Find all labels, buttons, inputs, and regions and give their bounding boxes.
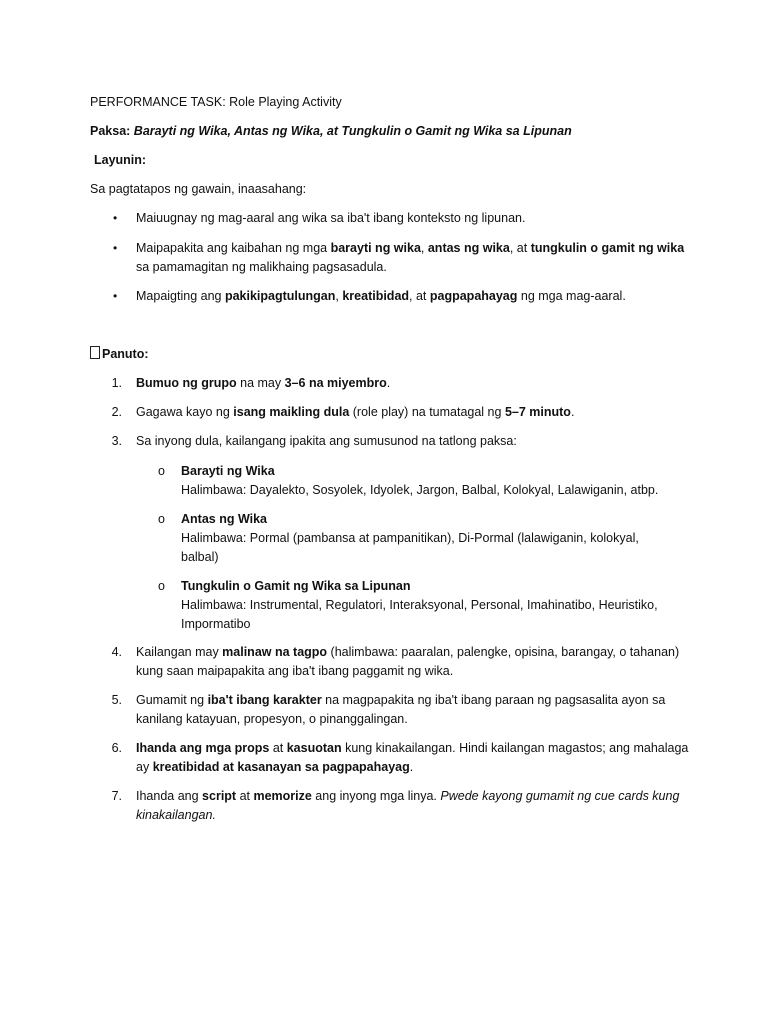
list-number: 1. — [111, 376, 122, 390]
i5-line2-text: kanilang katayuan, propesyon, o pinanggalingan. — [136, 712, 408, 726]
i6-text-b: at — [269, 741, 287, 755]
s3-title-text: Tungkulin o Gamit ng Wika sa Lipunan — [181, 579, 411, 593]
layunin-bullet-2-line-2 — [136, 258, 387, 276]
i4-bold-b: malinaw na tagpo — [222, 645, 328, 659]
title-text: PERFORMANCE TASK: Role Playing Activity — [90, 95, 342, 109]
b3-bold-pakikipagtulungan: pakikipagtulungan — [224, 289, 336, 303]
panuto-heading — [90, 345, 149, 363]
s3-body2-text: Impormatibo — [181, 617, 251, 631]
i1-bold-c: 3–6 na miyembro — [284, 376, 387, 390]
panuto-item-4-line-2 — [136, 662, 453, 680]
s2-body1-text: Halimbawa: Pormal (pambansa at pampanitikan), Di-Pormal (lalawiganin, kolokyal, — [181, 531, 639, 545]
i6-l2-text-c: . — [409, 760, 414, 774]
i7-bold-b: script — [202, 789, 237, 803]
i6-l2-text-a: ay — [136, 760, 153, 774]
b2-bold-antas: antas ng wika — [427, 241, 510, 255]
sub-item-1-title — [181, 462, 275, 480]
b2-bold-barayti: barayti ng wika — [330, 241, 421, 255]
i4-line2-text: kung saan maipapakita ang iba't ibang paggamit ng wika. — [136, 664, 454, 678]
panuto-heading-text: Panuto: — [102, 347, 149, 361]
b3-text-g: ng mga mag-aaral. — [517, 289, 626, 303]
i7-bold-d: memorize — [253, 789, 312, 803]
panuto-item-6-line-2 — [136, 758, 413, 776]
b3-bold-pagpapahayag: pagpapahayag — [429, 289, 518, 303]
i6-bold-c: kasuotan — [286, 741, 342, 755]
sub-item-2-title — [181, 510, 267, 528]
paksa-value: Barayti ng Wika, Antas ng Wika, at Tungkulin o Gamit ng Wika sa Lipunan — [133, 124, 572, 138]
sub-item-2-body-2 — [181, 548, 219, 566]
i2-bold-d: 5–7 minuto — [504, 405, 571, 419]
layunin-bullet-3 — [136, 287, 626, 305]
bullet-dot: • — [113, 289, 118, 303]
layunin-heading-text: Layunin: — [94, 153, 147, 167]
i2-text-e: . — [570, 405, 575, 419]
s2-title-text: Antas ng Wika — [181, 512, 268, 526]
b3-text-a: Mapaigting ang — [136, 289, 225, 303]
list-number: 3. — [111, 434, 122, 448]
i6-text-d: kung kinakailangan. Hindi kailangan magastos; ang mahalaga — [341, 741, 689, 755]
panuto-item-1 — [136, 374, 390, 392]
i2-text-a: Gagawa kayo ng — [136, 405, 234, 419]
panuto-item-5 — [136, 691, 665, 709]
b3-text-c: , — [335, 289, 343, 303]
b3-bold-kreatibidad: kreatibidad — [342, 289, 410, 303]
i2-bold-b: isang maikling dula — [233, 405, 350, 419]
sub-item-3-body-1 — [181, 596, 658, 614]
i7-text-a: Ihanda ang — [136, 789, 203, 803]
list-number: 5. — [111, 693, 122, 707]
i5-text-a: Gumamit ng — [136, 693, 208, 707]
i4-text-a: Kailangan may — [136, 645, 223, 659]
layunin-bullet-2 — [136, 239, 684, 257]
layunin-bullet-1 — [136, 209, 525, 227]
b2-text-c: , — [420, 241, 428, 255]
s2-body2-text: balbal) — [181, 550, 219, 564]
i4-text-c: (halimbawa: paaralan, palengke, opisina, barangay, o tahanan) — [327, 645, 680, 659]
i7-text-e: ang inyong mga linya. — [311, 789, 441, 803]
i5-bold-b: iba't ibang karakter — [207, 693, 322, 707]
b3-text-e: , at — [409, 289, 430, 303]
i7-line2-italic: kinakailangan. — [136, 808, 216, 822]
list-number: 7. — [111, 789, 122, 803]
panuto-item-5-line-2 — [136, 710, 408, 728]
i3-text: Sa inyong dula, kailangang ipakita ang sumusunod na tatlong paksa: — [136, 434, 517, 448]
bullet-dot: • — [113, 241, 118, 255]
list-number: 2. — [111, 405, 122, 419]
sub-bullet: o — [158, 579, 165, 593]
s1-body-text: Halimbawa: Dayalekto, Sosyolek, Idyolek, Jargon, Balbal, Kolokyal, Lalawiganin, atbp. — [181, 483, 659, 497]
sub-bullet: o — [158, 512, 165, 526]
sub-item-3-body-2 — [181, 615, 250, 633]
panuto-item-2 — [136, 403, 574, 421]
i1-text-b: na may — [236, 376, 285, 390]
list-number: 6. — [111, 741, 122, 755]
sub-item-1-body — [181, 481, 658, 499]
sub-bullet: o — [158, 464, 165, 478]
paksa-line — [90, 122, 572, 140]
i1-text-d: . — [386, 376, 391, 390]
missing-glyph-icon — [90, 346, 100, 359]
i1-bold-a: Bumuo ng grupo — [136, 376, 237, 390]
b2-line2-text: sa pamamagitan ng malikhaing pagsasadula. — [136, 260, 387, 274]
panuto-item-7-line-2 — [136, 806, 216, 824]
paksa-label: Paksa: — [90, 124, 131, 138]
b2-text-a: Maipapakita ang kaibahan ng mga — [136, 241, 331, 255]
list-number: 4. — [111, 645, 122, 659]
b2-bold-tungkulin: tungkulin o gamit ng wika — [530, 241, 685, 255]
layunin-intro — [90, 180, 306, 198]
panuto-item-3 — [136, 432, 517, 450]
panuto-item-4 — [136, 643, 679, 661]
page-title — [90, 93, 342, 111]
layunin-heading — [94, 151, 146, 169]
b2-text-e: , at — [509, 241, 531, 255]
i2-text-c: (role play) na tumatagal ng — [349, 405, 505, 419]
bullet-dot: • — [113, 211, 118, 225]
panuto-item-7 — [136, 787, 679, 805]
i6-bold-a: Ihanda ang mga props — [136, 741, 270, 755]
i7-text-c: at — [236, 789, 254, 803]
layunin-intro-text: Sa pagtatapos ng gawain, inaasahang: — [90, 182, 307, 196]
s3-body1-text: Halimbawa: Instrumental, Regulatori, Interaksyonal, Personal, Imahinatibo, Heuristiko, — [181, 598, 658, 612]
sub-item-3-title — [181, 577, 411, 595]
s1-title-text: Barayti ng Wika — [181, 464, 275, 478]
i7-italic-f: Pwede kayong gumamit ng cue cards kung — [440, 789, 680, 803]
i6-l2-bold-b: kreatibidad at kasanayan sa pagpapahayag — [152, 760, 410, 774]
sub-item-2-body-1 — [181, 529, 639, 547]
i5-text-c: na magpapakita ng iba't ibang paraan ng pagsasalita ayon sa — [321, 693, 666, 707]
panuto-item-6 — [136, 739, 688, 757]
bullet-1-text: Maiuugnay ng mag-aaral ang wika sa iba't ibang konteksto ng lipunan. — [136, 211, 526, 225]
